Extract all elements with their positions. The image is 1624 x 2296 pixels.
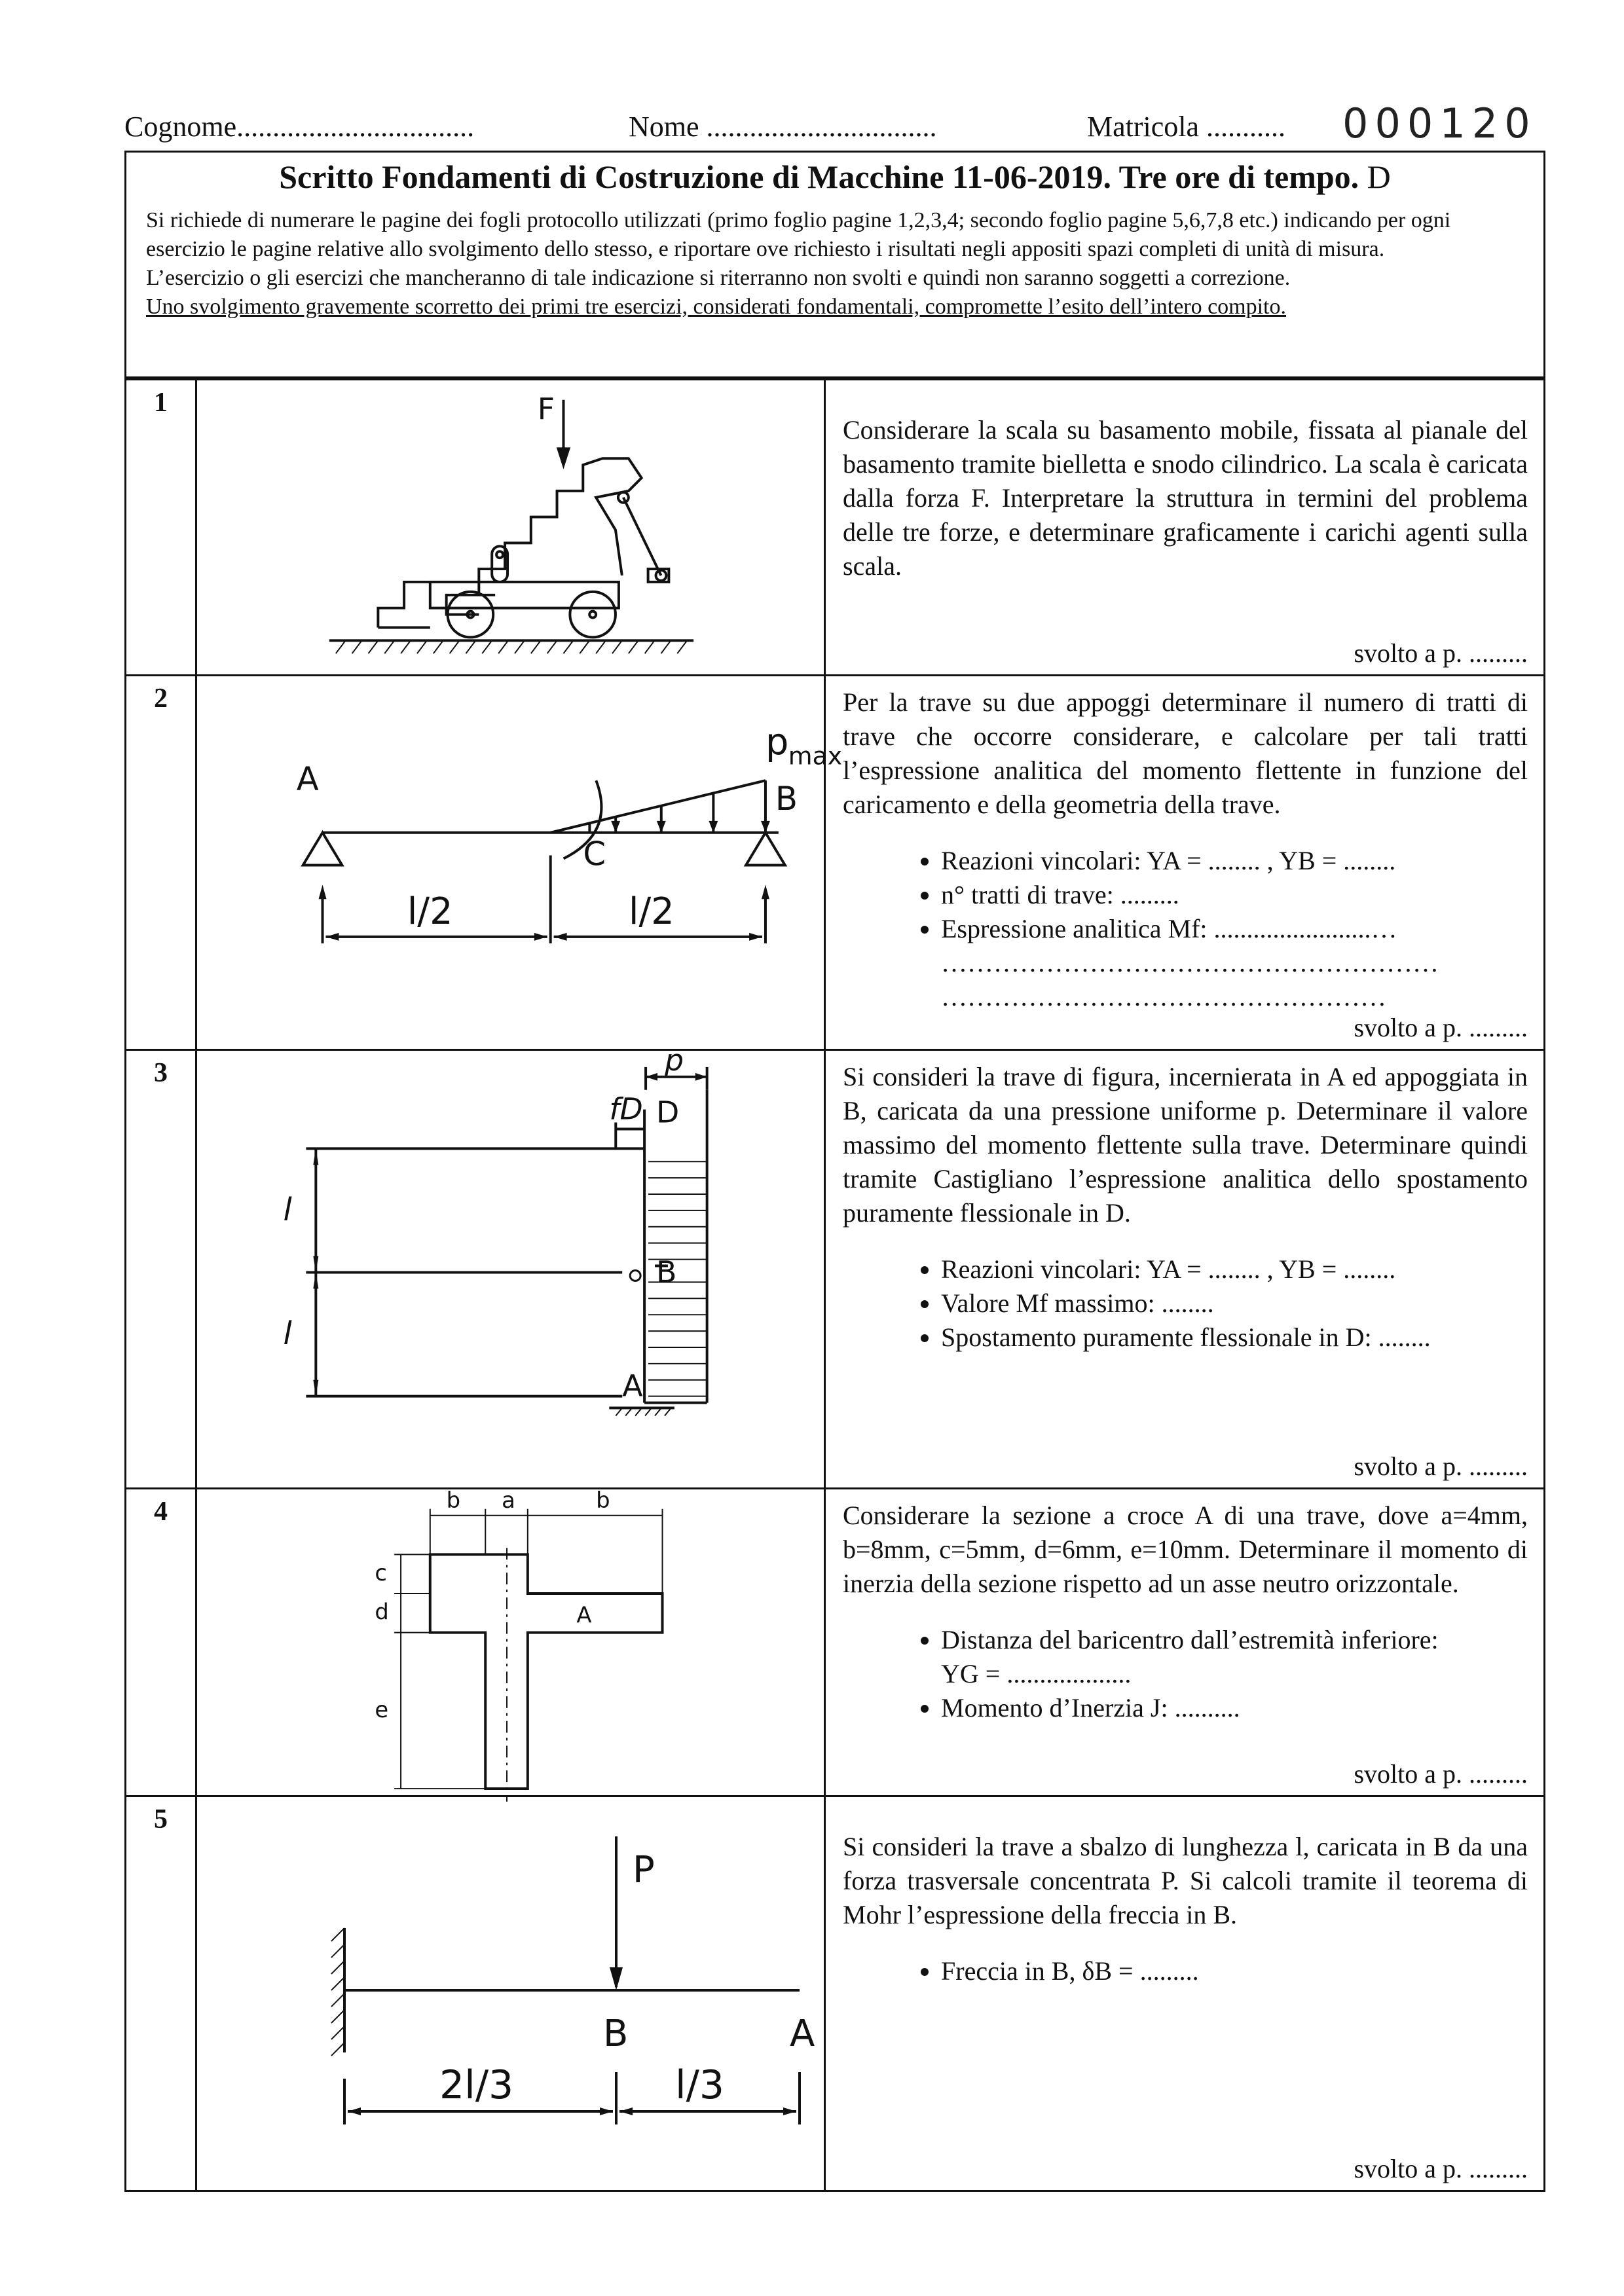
support-label-a: A	[296, 760, 319, 799]
exercise-statement: Si consideri la trave di figura, incernierata in A ed appoggiata in B, caricata da una pressione uniforme p. Determinare il valore massimo del momento flettente sulla trave. Determinare quindi tramite Castigliano l’espressione analitica dello spostamento puramente flessionale in D.	[843, 1062, 1528, 1228]
point-label-d: D	[656, 1094, 680, 1130]
exercise-number: 3	[126, 1051, 197, 1487]
student-header	[124, 100, 1545, 156]
cantilever-beam-drawing	[197, 1797, 826, 2190]
dimension-label-b-right: b	[596, 1487, 610, 1513]
answer-momento-inerzia[interactable]: • Momento d’Inerzia J: ..........	[941, 1691, 1528, 1725]
ladder-cart-figure	[197, 380, 826, 674]
answer-reazioni[interactable]: • Reazioni vincolari: YA = ........ , YB = ........	[941, 1252, 1528, 1286]
cross-section-figure	[197, 1489, 826, 1795]
svolto-field[interactable]: svolto a p. .........	[1354, 2154, 1528, 2183]
exercise-row	[126, 1489, 1543, 1797]
answer-spostamento[interactable]: • Spostamento puramente flessionale in D: ........	[941, 1321, 1528, 1355]
instructions	[146, 206, 1530, 321]
dimension-label-d: d	[375, 1599, 389, 1625]
svolto-field[interactable]: svolto a p. .........	[1354, 1759, 1528, 1789]
answer-list	[843, 1691, 1528, 1725]
answer-line[interactable]: …………………………………………………	[941, 948, 1439, 977]
beam-triangular-load-drawing	[197, 676, 843, 1049]
instruction-paragraph: Si richiede di numerare le pagine dei fogli protocollo utilizzati (primo foglio pagine 1,2,3,4; secondo foglio pagine 5,6,7,8 etc.) indicando per ogni esercizio le pagine relative allo svolgimento dello stesso, e riportare ove richiesto i risultati negli appositi spazi completi di unità di misura.	[146, 208, 1451, 261]
exercise-table	[124, 378, 1545, 2192]
support-label-b: B	[775, 779, 798, 818]
length-label-left: 2l/3	[439, 2062, 514, 2108]
load-label-p: p	[765, 721, 789, 764]
answer-list	[843, 844, 1528, 946]
nome-field[interactable]: Nome ................................	[629, 111, 937, 143]
svolto-field[interactable]: svolto a p. .........	[1354, 1013, 1528, 1042]
exercise-statement: Considerare la sezione a croce A di una trave, dove a=4mm, b=8mm, c=5mm, d=6mm, e=10mm. Determinare il momento di inerzia della sezione rispetto ad un asse neutro orizzontale.	[843, 1501, 1528, 1598]
svolto-field[interactable]: svolto a p. .........	[1354, 638, 1528, 668]
vertical-beam-pressure-drawing	[197, 1042, 826, 1487]
point-label-a: A	[622, 1368, 643, 1404]
force-label-p: P	[633, 1849, 655, 1891]
length-label-left: l/2	[407, 890, 453, 934]
dimension-label-e: e	[375, 1696, 389, 1722]
exam-title: Scritto Fondamenti di Costruzione di Macchine 11-06-2019. Tre ore di tempo. D	[279, 158, 1391, 195]
dimension-label-b-left: b	[446, 1487, 461, 1513]
answer-line[interactable]: ……………………………………………	[941, 982, 1386, 1011]
length-label-right: l/2	[629, 890, 674, 934]
svolto-field[interactable]: svolto a p. .........	[1354, 1451, 1528, 1481]
exercise-row	[126, 1042, 1543, 1489]
exercise-number: 1	[126, 380, 197, 674]
cognome-field[interactable]: Cognome.................................	[124, 111, 475, 143]
answer-mf-max[interactable]: • Valore Mf massimo: ........	[941, 1286, 1528, 1321]
exercise-text-cell	[827, 676, 1543, 1049]
load-label-max: max	[788, 741, 843, 771]
dimension-label-a: a	[502, 1487, 515, 1513]
instruction-paragraph: L’esercizio o gli esercizi che mancheranno di tale indicazione si riterranno non svolti e quindi non saranno soggetti a correzione.	[146, 266, 1291, 290]
displacement-label-fd: fD	[609, 1091, 643, 1127]
exercise-text-cell	[827, 1051, 1543, 1487]
exercise-number: 2	[126, 676, 197, 1049]
length-label-right: l/3	[675, 2062, 725, 2108]
moment-label-c: C	[583, 835, 606, 873]
dimension-label-c: c	[375, 1560, 387, 1586]
answer-list	[843, 1954, 1528, 1988]
exercise-number: 4	[126, 1489, 197, 1795]
answer-reazioni[interactable]: • Reazioni vincolari: YA = ........ , YB = ........	[941, 844, 1528, 878]
exercise-statement: Si consideri la trave a sbalzo di lunghezza l, caricata in B da una forza trasversale concentrata P. Si calcoli tramite il teorema di Mohr l’espressione della freccia in B.	[843, 1832, 1528, 1929]
pressure-label-p: p	[664, 1042, 684, 1078]
vertical-beam-figure	[197, 1042, 826, 1487]
length-label-l2: l	[283, 1315, 292, 1352]
exercise-text-cell	[827, 380, 1543, 674]
exercise-row	[126, 676, 1543, 1051]
force-label-f: F	[537, 392, 555, 427]
matricola-number: 000120	[1342, 100, 1537, 147]
exercise-text-cell	[827, 1489, 1543, 1795]
point-label-b: B	[603, 2013, 629, 2055]
exercise-number: 5	[126, 1797, 197, 2190]
answer-tratti[interactable]: • n° tratti di trave: .........	[941, 878, 1528, 912]
length-label-l1: l	[283, 1192, 292, 1228]
exercise-text-cell	[827, 1797, 1543, 2190]
ladder-cart-drawing	[197, 380, 826, 674]
exam-header-box	[124, 151, 1545, 378]
cross-section-drawing	[197, 1489, 826, 1795]
answer-list	[843, 1252, 1528, 1355]
answer-freccia[interactable]: • Freccia in B, δB = .........	[941, 1954, 1528, 1988]
point-label-a: A	[790, 2013, 815, 2055]
exercise-statement: Per la trave su due appoggi determinare il numero di tratti di trave che occorre considerare, e calcolare per tali tratti l’espressione analitica del momento flettente in funzione del caricamento e della geometria della trave.	[843, 687, 1528, 819]
answer-baricentro[interactable]: • Distanza del baricentro dall’estremità inferiore:	[941, 1623, 1528, 1657]
point-label-b: B	[656, 1254, 677, 1290]
exercise-statement: Considerare la scala su basamento mobile, fissata al pianale del basamento tramite bielletta e snodo cilindrico. La scala è caricata dalla forza F. Interpretare la struttura in termini del problema delle tre forze, e determinare graficamente i carichi agenti sulla scala.	[843, 415, 1528, 581]
answer-list	[843, 1623, 1528, 1657]
exercise-row	[126, 380, 1543, 676]
simply-supported-beam-figure	[197, 676, 843, 1049]
section-label-a: A	[576, 1602, 592, 1628]
exercise-row	[126, 1797, 1543, 2190]
cantilever-figure	[197, 1797, 826, 2190]
answer-yg[interactable]: YG = ...................	[941, 1659, 1132, 1688]
matricola-field[interactable]: Matricola ...........	[1087, 111, 1286, 143]
warning-text: Uno svolgimento gravemente scorretto dei primi tre esercizi, considerati fondamentali, compromette l’esito dell’intero compito.	[146, 295, 1287, 319]
answer-espressione[interactable]: • Espressione analitica Mf: ........................…	[941, 912, 1528, 946]
